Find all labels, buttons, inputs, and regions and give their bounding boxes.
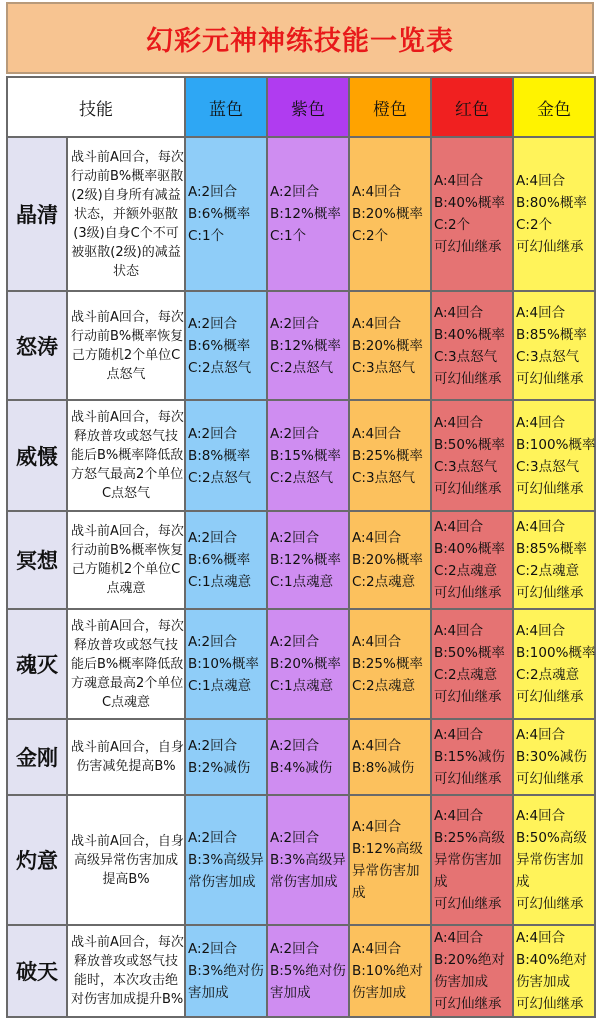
tier-value-line: B:40%绝对 [516,952,587,968]
skill-description [67,609,185,719]
skill-name: 晶清 [7,137,67,291]
tier-value-line: B:4%减伤 [270,760,333,776]
tier-value-line: B:25%概率 [352,656,423,672]
description-line: 能后B%概率降低敌 [71,448,184,463]
tier-value-line: A:2回合 [270,738,320,754]
tier-cell-gold [513,511,595,609]
tier-value-line: B:85%概率 [516,541,587,557]
description-line: 伤害减免提高B% [76,759,176,774]
tier-cell-purple [267,795,349,925]
header-blue: 蓝色 [185,77,267,137]
description-line: (3级)自身C个不可 [73,225,179,241]
tier-cell-gold [513,795,595,925]
tier-value-line: 可幻仙继承 [434,771,502,787]
table-row [7,137,595,291]
tier-value-line: 可幻仙继承 [434,996,502,1012]
tier-value-line: B:12%高级 [352,841,423,857]
tier-value-line: 异常伤害加 [352,863,420,879]
tier-value-line: A:4回合 [516,304,566,321]
table-body [7,137,595,1017]
tier-cell-blue [185,609,267,719]
title-banner [6,2,594,74]
tier-value-line: A:4回合 [352,941,402,957]
header-row [7,77,595,137]
table-row [7,291,595,400]
tier-value-line: A:4回合 [352,819,402,835]
description-line: 能后B%概率降低敌 [71,656,184,672]
tier-value-line: 可幻仙继承 [516,771,584,787]
tier-value-line: B:25%高级 [434,830,505,846]
header-gold: 金色 [513,77,595,137]
skill-name: 破天 [7,925,67,1017]
tier-value-line: A:2回合 [188,941,238,957]
page-title: 幻彩元神神练技能一览表 [146,25,454,57]
tier-cell-gold [513,291,595,400]
header-purple: 紫色 [267,77,349,137]
tier-cell-purple [267,609,349,719]
tier-value-line: B:8%减伤 [352,760,415,776]
tier-value-line: B:3%高级异 [270,852,346,868]
tier-value-line: A:2回合 [188,830,238,846]
description-line: 行动前B%概率恢复 [71,328,184,344]
tier-value-line: A:4回合 [516,727,566,743]
skill-table [6,76,596,1018]
skill-name: 金刚 [7,719,67,795]
tier-value-line: C:2点魂意 [352,678,416,694]
skill-name: 怒涛 [7,291,67,400]
tier-cell-blue [185,795,267,925]
tier-value-line: A:4回合 [352,634,402,650]
tier-value-line: C:1点魂意 [270,678,334,694]
tier-value-line: B:12%概率 [270,552,341,568]
skill-description [67,511,185,609]
tier-value-line: C:2点魂意 [434,667,498,683]
tier-value-line: 常伤害加成 [188,874,256,890]
description-line: 点魂意 [106,581,146,596]
tier-value-line: C:2点魂意 [516,667,580,683]
tier-value-line: C:3点怒气 [434,348,498,365]
tier-cell-red [431,719,513,795]
tier-value-line: C:1点魂意 [270,574,334,590]
tier-value-line: B:12%概率 [270,337,341,354]
tier-value-line: A:2回合 [188,315,238,332]
skill-description [67,137,185,291]
tier-value-line: A:4回合 [516,808,566,824]
tier-value-line: 可幻仙继承 [516,370,584,387]
tier-cell-red [431,925,513,1017]
tier-value-line: B:3%绝对伤 [188,963,264,979]
tier-value-line: B:50%概率 [434,436,505,453]
tier-value-line: C:2点魂意 [434,563,498,579]
skill-name: 冥想 [7,511,67,609]
skill-description [67,795,185,925]
description-line: 己方随机2个单位C [71,347,181,363]
tier-value-line: 害加成 [270,985,311,1001]
description-line: C点魂意 [101,694,151,710]
description-line: 战斗前A回合，每次 [71,935,184,950]
tier-value-line: B:20%概率 [270,656,341,672]
tier-value-line: A:2回合 [270,530,320,546]
table-row [7,511,595,609]
table-row [7,400,595,511]
tier-value-line: 伤害加成 [516,974,570,990]
tier-value-line: 可幻仙继承 [434,480,502,497]
tier-value-line: A:2回合 [270,830,320,846]
tier-value-line: A:4回合 [434,173,484,189]
description-line: C点怒气 [101,486,151,501]
description-line: 战斗前A回合，每次 [71,149,184,165]
tier-value-line: 可幻仙继承 [516,996,584,1012]
tier-value-line: A:4回合 [352,184,402,200]
tier-value-line: A:4回合 [352,425,402,442]
tier-value-line: A:4回合 [352,738,402,754]
description-line: 战斗前A回合，自身 [71,833,184,849]
description-line: 战斗前A回合，自身 [71,740,184,755]
tier-value-line: B:3%高级异 [188,852,264,868]
description-line: 战斗前A回合，每次 [71,309,184,325]
header-skill: 技能 [7,77,185,137]
tier-cell-purple [267,400,349,511]
tier-value-line: A:2回合 [270,941,320,957]
tier-value-line: C:1点魂意 [188,574,252,590]
tier-value-line: C:3点怒气 [516,348,580,365]
table-row [7,609,595,719]
tier-cell-red [431,291,513,400]
tier-value-line: A:4回合 [434,304,484,321]
tier-cell-purple [267,925,349,1017]
description-line: 对伤害加成提升B% [71,992,184,1007]
tier-value-line: 伤害加成 [434,974,488,990]
tier-value-line: C:2点怒气 [270,469,334,486]
tier-value-line: B:8%概率 [188,447,251,464]
tier-value-line: C:1个 [188,228,225,244]
tier-cell-red [431,137,513,291]
tier-value-line: C:2点怒气 [188,469,252,486]
tier-value-line: B:20%概率 [352,337,423,354]
tier-value-line: 可幻仙继承 [434,896,502,912]
tier-cell-purple [267,291,349,400]
tier-value-line: 可幻仙继承 [516,689,584,705]
tier-value-line: C:2个 [516,217,553,233]
tier-cell-red [431,511,513,609]
tier-value-line: A:2回合 [188,634,238,650]
tier-value-line: A:4回合 [516,519,566,535]
tier-value-line: B:6%概率 [188,337,251,354]
tier-value-line: A:2回合 [270,634,320,650]
tier-value-line: B:100%概率 [516,645,596,661]
tier-value-line: A:4回合 [352,315,402,332]
tier-value-line: B:25%概率 [352,447,423,464]
tier-cell-gold [513,719,595,795]
tier-value-line: B:80%概率 [516,195,587,211]
description-line: 战斗前A回合，每次 [71,618,184,634]
tier-value-line: B:40%概率 [434,195,505,211]
tier-value-line: C:2个 [352,228,389,244]
tier-value-line: B:50%高级 [516,830,587,846]
tier-value-line: B:40%概率 [434,326,505,343]
skill-name: 威慑 [7,400,67,511]
tier-value-line: C:2点魂意 [516,563,580,579]
tier-value-line: B:20%概率 [352,206,423,222]
tier-value-line: C:2点魂意 [352,574,416,590]
tier-value-line: 害加成 [188,985,229,1001]
tier-cell-orange [349,795,431,925]
skill-description [67,719,185,795]
tier-value-line: A:4回合 [352,530,402,546]
tier-cell-orange [349,291,431,400]
tier-value-line: 成 [352,885,366,901]
tier-value-line: A:2回合 [188,530,238,546]
tier-value-line: A:2回合 [188,425,238,442]
tier-value-line: 可幻仙继承 [516,480,584,497]
tier-value-line: B:50%概率 [434,645,505,661]
tier-cell-gold [513,400,595,511]
skill-description [67,925,185,1017]
tier-cell-purple [267,511,349,609]
tier-value-line: 可幻仙继承 [434,689,502,705]
tier-value-line: B:2%减伤 [188,760,251,776]
tier-value-line: C:2个 [434,217,471,233]
tier-value-line: A:4回合 [434,930,484,946]
tier-cell-blue [185,400,267,511]
description-line: 释放普攻或怒气技 [73,637,178,653]
description-line: 行动前B%概率恢复 [71,543,184,558]
tier-value-line: B:12%概率 [270,206,341,222]
tier-value-line: A:4回合 [516,173,566,189]
tier-value-line: C:2点怒气 [270,359,334,376]
tier-value-line: C:3点怒气 [434,458,498,475]
tier-cell-orange [349,925,431,1017]
description-line: 方魂意最高2个单位 [71,675,184,691]
description-line: 行动前B%概率驱散 [71,168,184,184]
tier-value-line: A:2回合 [270,315,320,332]
description-line: 释放普攻或怒气技 [73,429,178,444]
tier-value-line: 异常伤害加 [434,852,502,868]
tier-value-line: A:4回合 [434,519,484,535]
table-row [7,719,595,795]
tier-value-line: 异常伤害加 [516,852,584,868]
description-line: 能时，本次攻击绝 [73,973,178,988]
tier-value-line: A:2回合 [188,184,238,200]
tier-cell-gold [513,137,595,291]
description-line: (2级)自身所有减益 [71,187,181,203]
table-row [7,925,595,1017]
tier-value-line: 常伤害加成 [270,874,338,890]
tier-value-line: B:15%概率 [270,447,341,464]
tier-value-line: A:2回合 [188,738,238,754]
tier-value-line: B:30%减伤 [516,749,587,765]
tier-cell-orange [349,400,431,511]
tier-value-line: B:6%概率 [188,552,251,568]
tier-value-line: B:20%绝对 [434,952,505,968]
tier-value-line: A:4回合 [434,808,484,824]
description-line: 被驱散(2级)的减益 [71,244,181,260]
tier-value-line: C:2点怒气 [188,359,252,376]
tier-value-line: A:4回合 [434,623,484,639]
tier-value-line: B:100%概率 [516,436,596,453]
tier-value-line: B:10%概率 [188,656,259,672]
tier-value-line: 可幻仙继承 [516,585,584,601]
tier-cell-blue [185,925,267,1017]
tier-cell-red [431,400,513,511]
tier-cell-gold [513,609,595,719]
tier-value-line: C:3点怒气 [352,469,416,486]
tier-value-line: B:15%减伤 [434,749,505,765]
tier-cell-blue [185,291,267,400]
tier-value-line: A:4回合 [516,930,566,946]
tier-value-line: B:6%概率 [188,206,251,222]
tier-value-line: B:10%绝对 [352,963,423,979]
tier-value-line: A:4回合 [516,623,566,639]
tier-value-line: C:3点怒气 [516,458,580,475]
tier-value-line: 可幻仙继承 [516,896,584,912]
tier-value-line: A:2回合 [270,184,320,200]
tier-value-line: 可幻仙继承 [516,239,584,255]
skill-description [67,291,185,400]
description-line: 提高B% [102,871,150,887]
tier-cell-blue [185,137,267,291]
description-line: 己方随机2个单位C [71,562,181,577]
description-line: 释放普攻或怒气技 [73,954,178,969]
tier-cell-orange [349,609,431,719]
description-line: 战斗前A回合，每次 [71,410,184,425]
tier-value-line: A:4回合 [516,414,566,431]
tier-value-line: C:1点魂意 [188,678,252,694]
header-red: 红色 [431,77,513,137]
tier-cell-orange [349,511,431,609]
tier-cell-orange [349,719,431,795]
tier-cell-purple [267,719,349,795]
header-orange: 橙色 [349,77,431,137]
description-line: 点怒气 [106,366,146,382]
description-line: 高级异常伤害加成 [73,852,178,868]
tier-value-line: 可幻仙继承 [434,370,502,387]
tier-cell-red [431,795,513,925]
tier-cell-purple [267,137,349,291]
tier-cell-orange [349,137,431,291]
tier-value-line: B:40%概率 [434,541,505,557]
tier-value-line: B:20%概率 [352,552,423,568]
tier-cell-red [431,609,513,719]
tier-value-line: 成 [516,874,530,890]
tier-value-line: A:4回合 [434,727,484,743]
tier-value-line: C:3点怒气 [352,359,416,376]
skill-name: 灼意 [7,795,67,925]
tier-cell-blue [185,719,267,795]
tier-value-line: 伤害加成 [352,985,406,1001]
tier-value-line: C:1个 [270,228,307,244]
tier-value-line: B:85%概率 [516,326,587,343]
tier-value-line: 可幻仙继承 [434,239,502,255]
skill-description [67,400,185,511]
tier-cell-blue [185,511,267,609]
tier-value-line: 成 [434,874,448,890]
tier-value-line: B:5%绝对伤 [270,963,346,979]
tier-cell-gold [513,925,595,1017]
description-line: 战斗前A回合，每次 [71,524,184,539]
description-line: 方怒气最高2个单位 [71,467,184,482]
tier-value-line: A:4回合 [434,414,484,431]
skill-name: 魂灭 [7,609,67,719]
table-row [7,795,595,925]
tier-value-line: A:2回合 [270,425,320,442]
tier-value-line: 可幻仙继承 [434,585,502,601]
description-line: 状态 [112,263,139,279]
description-line: 状态，并额外驱散 [73,206,178,222]
